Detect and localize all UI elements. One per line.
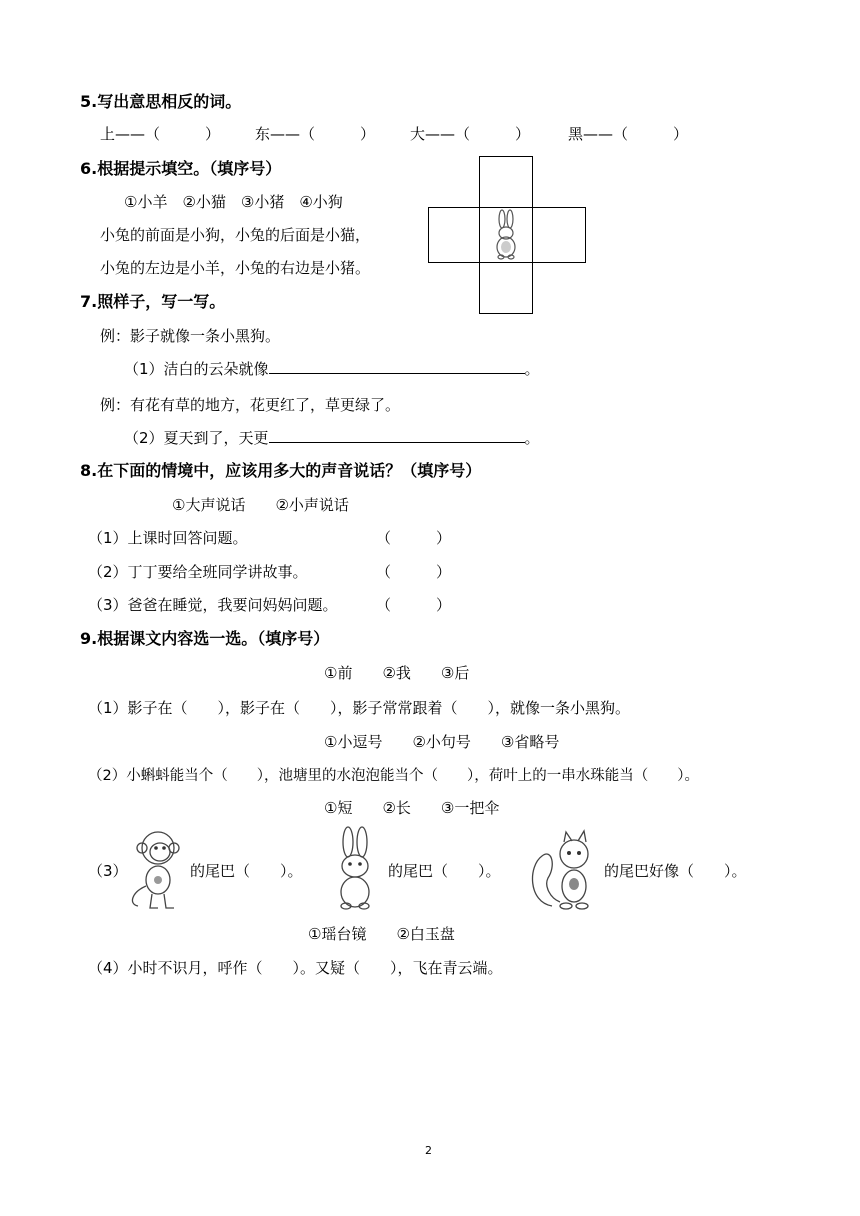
q7-question-2 — [124, 428, 540, 448]
q8-situation-3: （3）爸爸在睡觉，我要问妈妈问题。 — [88, 596, 338, 614]
q9-options-3: ①短 ②长 ③一把伞 — [324, 799, 500, 817]
rabbit-tail-icon — [328, 826, 384, 912]
q8-title: 8.在下面的情境中，应该用多大的声音说话？（填序号） — [80, 461, 482, 480]
q7-question-2-text: （2）夏天到了，天更 — [124, 429, 269, 447]
q6-line-1: 小兔的前面是小狗，小兔的后面是小猫， — [100, 226, 371, 244]
q7-answer-line-2[interactable] — [269, 428, 525, 443]
q8-answer-3[interactable]: （ ） — [376, 596, 452, 614]
q9-sentence-3-part-3: 的尾巴好像（ ）。 — [604, 862, 747, 880]
q7-question-1-end: 。 — [524, 360, 540, 378]
q7-answer-line-1[interactable] — [269, 359, 525, 374]
q8-answer-1[interactable]: （ ） — [376, 529, 452, 547]
q6-title: 6.根据提示填空。（填序号） — [80, 159, 282, 178]
q5-title: 5.写出意思相反的词。 — [80, 92, 242, 111]
q5-item-4: 黑——（ ） — [568, 125, 689, 143]
q7-title: 7.照样子，写一写。 — [80, 292, 226, 311]
monkey-icon — [122, 826, 188, 912]
q9-sentence-3-part-2: 的尾巴（ ）。 — [388, 862, 501, 880]
q7-example-2: 例：有花有草的地方，花更红了，草更绿了。 — [100, 396, 401, 414]
q9-options-2: ①小逗号 ②小句号 ③省略号 — [324, 733, 560, 751]
q8-options: ①大声说话 ②小声说话 — [172, 496, 349, 514]
q5-item-3: 大——（ ） — [410, 125, 531, 143]
q9-options-1: ①前 ②我 ③后 — [324, 664, 470, 682]
q7-question-1 — [124, 359, 540, 379]
q9-sentence-2: （2）小蝌蚪能当个（ ），池塘里的水泡泡能当个（ ），荷叶上的一串水珠能当（ ）。 — [88, 768, 699, 784]
q9-title: 9.根据课文内容选一选。（填序号） — [80, 629, 330, 648]
page-number: 2 — [425, 1144, 432, 1157]
q9-sentence-3-prefix: （3） — [88, 862, 128, 880]
q5-item-1: 上——（ ） — [100, 125, 221, 143]
q6-options: ①小羊 ②小猫 ③小猪 ④小狗 — [124, 193, 343, 211]
q6-line-2: 小兔的左边是小羊，小兔的右边是小猪。 — [100, 259, 371, 277]
q8-situation-2: （2）丁丁要给全班同学讲故事。 — [88, 563, 308, 581]
q7-question-1-text: （1）洁白的云朵就像 — [124, 360, 269, 378]
q7-question-2-end: 。 — [524, 429, 540, 447]
q9-sentence-3-part-1: 的尾巴（ ）。 — [190, 862, 303, 880]
q9-options-4: ①瑶台镜 ②白玉盘 — [308, 925, 455, 943]
q9-sentence-1: （1）影子在（ ），影子在（ ），影子常常跟着（ ），就像一条小黑狗。 — [88, 699, 631, 717]
q8-situation-1: （1）上课时回答问题。 — [88, 529, 248, 547]
rabbit-icon — [486, 209, 526, 261]
q9-sentence-4: （4）小时不识月，呼作（ ）。又疑（ ），飞在青云端。 — [88, 959, 503, 977]
squirrel-icon — [526, 826, 602, 912]
q5-item-2: 东——（ ） — [255, 125, 376, 143]
q8-answer-2[interactable]: （ ） — [376, 563, 452, 581]
q7-example-1: 例：影子就像一条小黑狗。 — [100, 327, 281, 345]
